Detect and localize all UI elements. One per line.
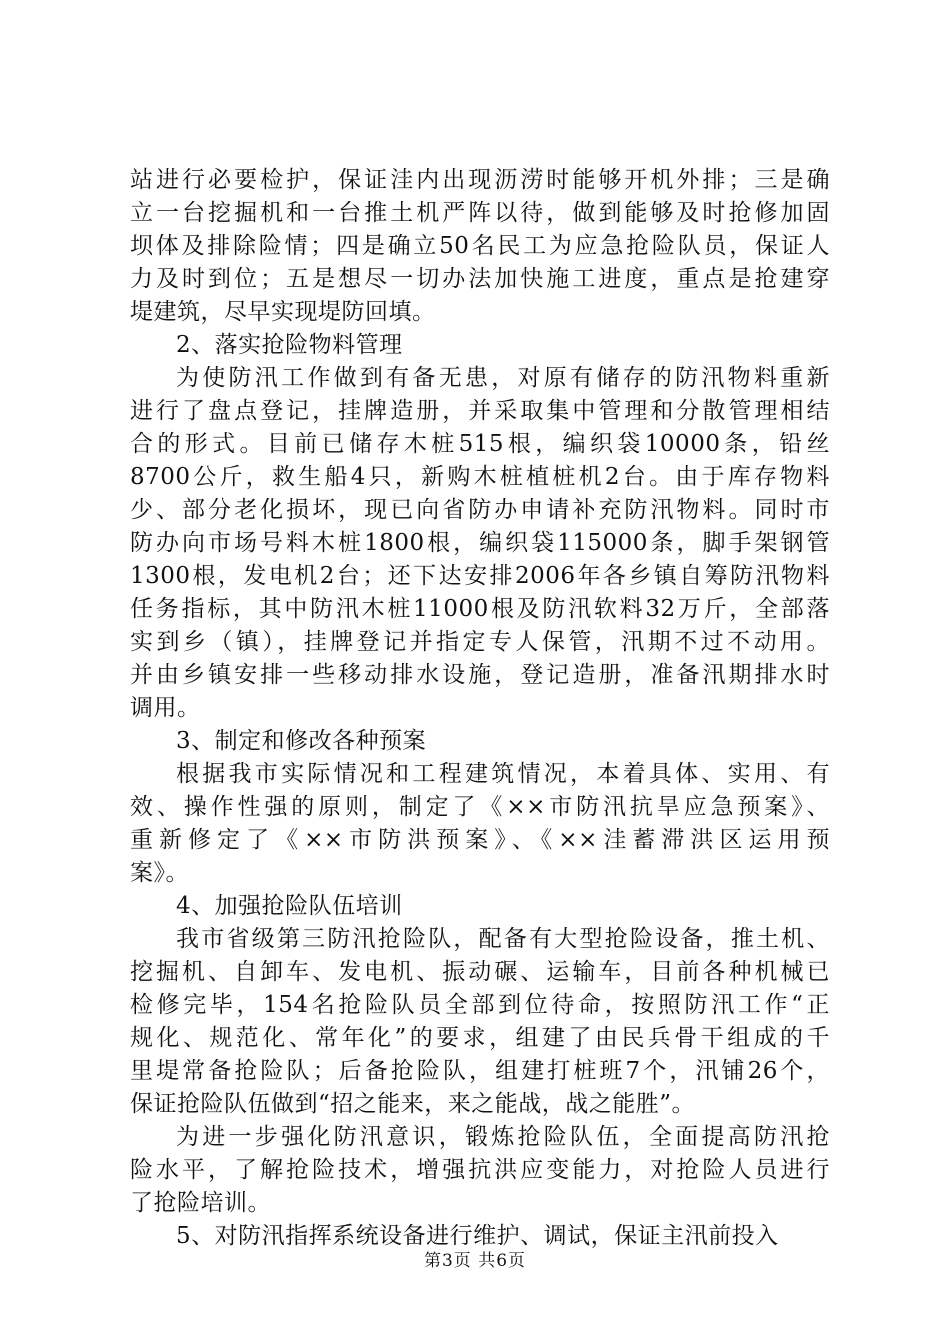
body-paragraph [130,362,830,725]
body-paragraph [130,758,830,890]
text-line: 我市省级第三防汛抢险队，配备有大型抢险设备，推土机、 [176,926,830,952]
text-line: 规化、规范化、常年化”的要求，组建了由民兵骨干组成的千 [130,1025,830,1051]
text-line: 2、落实抢险物料管理 [176,332,403,358]
body-paragraph [130,1121,830,1220]
text-line: 坝体及排除险情；四是确立50名民工为应急抢险队员，保证人 [130,233,830,259]
text-line: 案》。 [130,860,189,886]
text-line: 调用。 [130,695,201,721]
text-line: 检修完毕，154名抢险队员全部到位待命，按照防汛工作“正 [130,992,830,1018]
text-line: 为使防汛工作做到有备无患，对原有储存的防汛物料重新 [176,365,830,391]
body-paragraph [130,164,830,329]
text-line: 合的形式。目前已储存木桩515根，编织袋10000条，铅丝 [130,431,830,457]
body-paragraph [130,923,830,1121]
section-heading [130,725,830,758]
text-line: 实到乡（镇），挂牌登记并指定专人保管，汛期不过不动用。 [130,629,830,655]
text-line: 4、加强抢险队伍培训 [176,893,403,919]
text-line: 根据我市实际情况和工程建筑情况，本着具体、实用、有 [176,761,830,787]
text-line: 重新修定了《××市防洪预案》、《××洼蓄滞洪区运用预 [130,827,830,853]
text-line: 效、操作性强的原则，制定了《××市防汛抗旱应急预案》、 [130,794,830,820]
text-line: 站进行必要检护，保证洼内出现沥涝时能够开机外排；三是确 [130,167,830,193]
text-line: 任务指标，其中防汛木桩11000根及防汛软料32万斤，全部落 [130,596,830,622]
text-line: 1300根，发电机2台；还下达安排2006年各乡镇自筹防汛物料 [130,563,830,589]
text-line: 立一台挖掘机和一台推土机严阵以待，做到能够及时抢修加固 [130,200,830,226]
text-line: 进行了盘点登记，挂牌造册，并采取集中管理和分散管理相结 [130,398,830,424]
text-line: 保证抢险队伍做到“招之能来，来之能战，战之能胜”。 [130,1091,696,1117]
text-line: 少、部分老化损坏，现已向省防办申请补充防汛物料。同时市 [130,497,830,523]
text-line: 里堤常备抢险队；后备抢险队，组建打桩班7个，汛铺26个， [130,1058,830,1084]
text-line: 5、对防汛指挥系统设备进行维护、调试，保证主汛前投入 [176,1223,779,1249]
page-number: 第3页 共6页 [423,1251,527,1271]
section-heading [130,329,830,362]
text-line: 为进一步强化防汛意识，锻炼抢险队伍，全面提高防汛抢 [176,1124,830,1150]
text-line: 力及时到位；五是想尽一切办法加快施工进度，重点是抢建穿 [130,266,830,292]
text-line: 防办向市场号料木桩1800根，编织袋115000条，脚手架钢管 [130,530,830,556]
text-line: 挖掘机、自卸车、发电机、振动碾、运输车，目前各种机械已 [130,959,830,985]
text-line: 并由乡镇安排一些移动排水设施，登记造册，准备汛期排水时 [130,662,830,688]
section-heading [130,890,830,923]
document-page [130,164,830,1253]
text-line: 8700公斤，救生船4只，新购木桩植桩机2台。由于库存物料 [130,464,830,490]
text-line: 3、制定和修改各种预案 [176,728,427,754]
text-line: 险水平，了解抢险技术，增强抗洪应变能力，对抢险人员进行 [130,1157,830,1183]
page-footer [0,1246,950,1271]
text-line: 了抢险培训。 [130,1190,271,1216]
text-line: 堤建筑，尽早实现堤防回填。 [130,299,436,325]
